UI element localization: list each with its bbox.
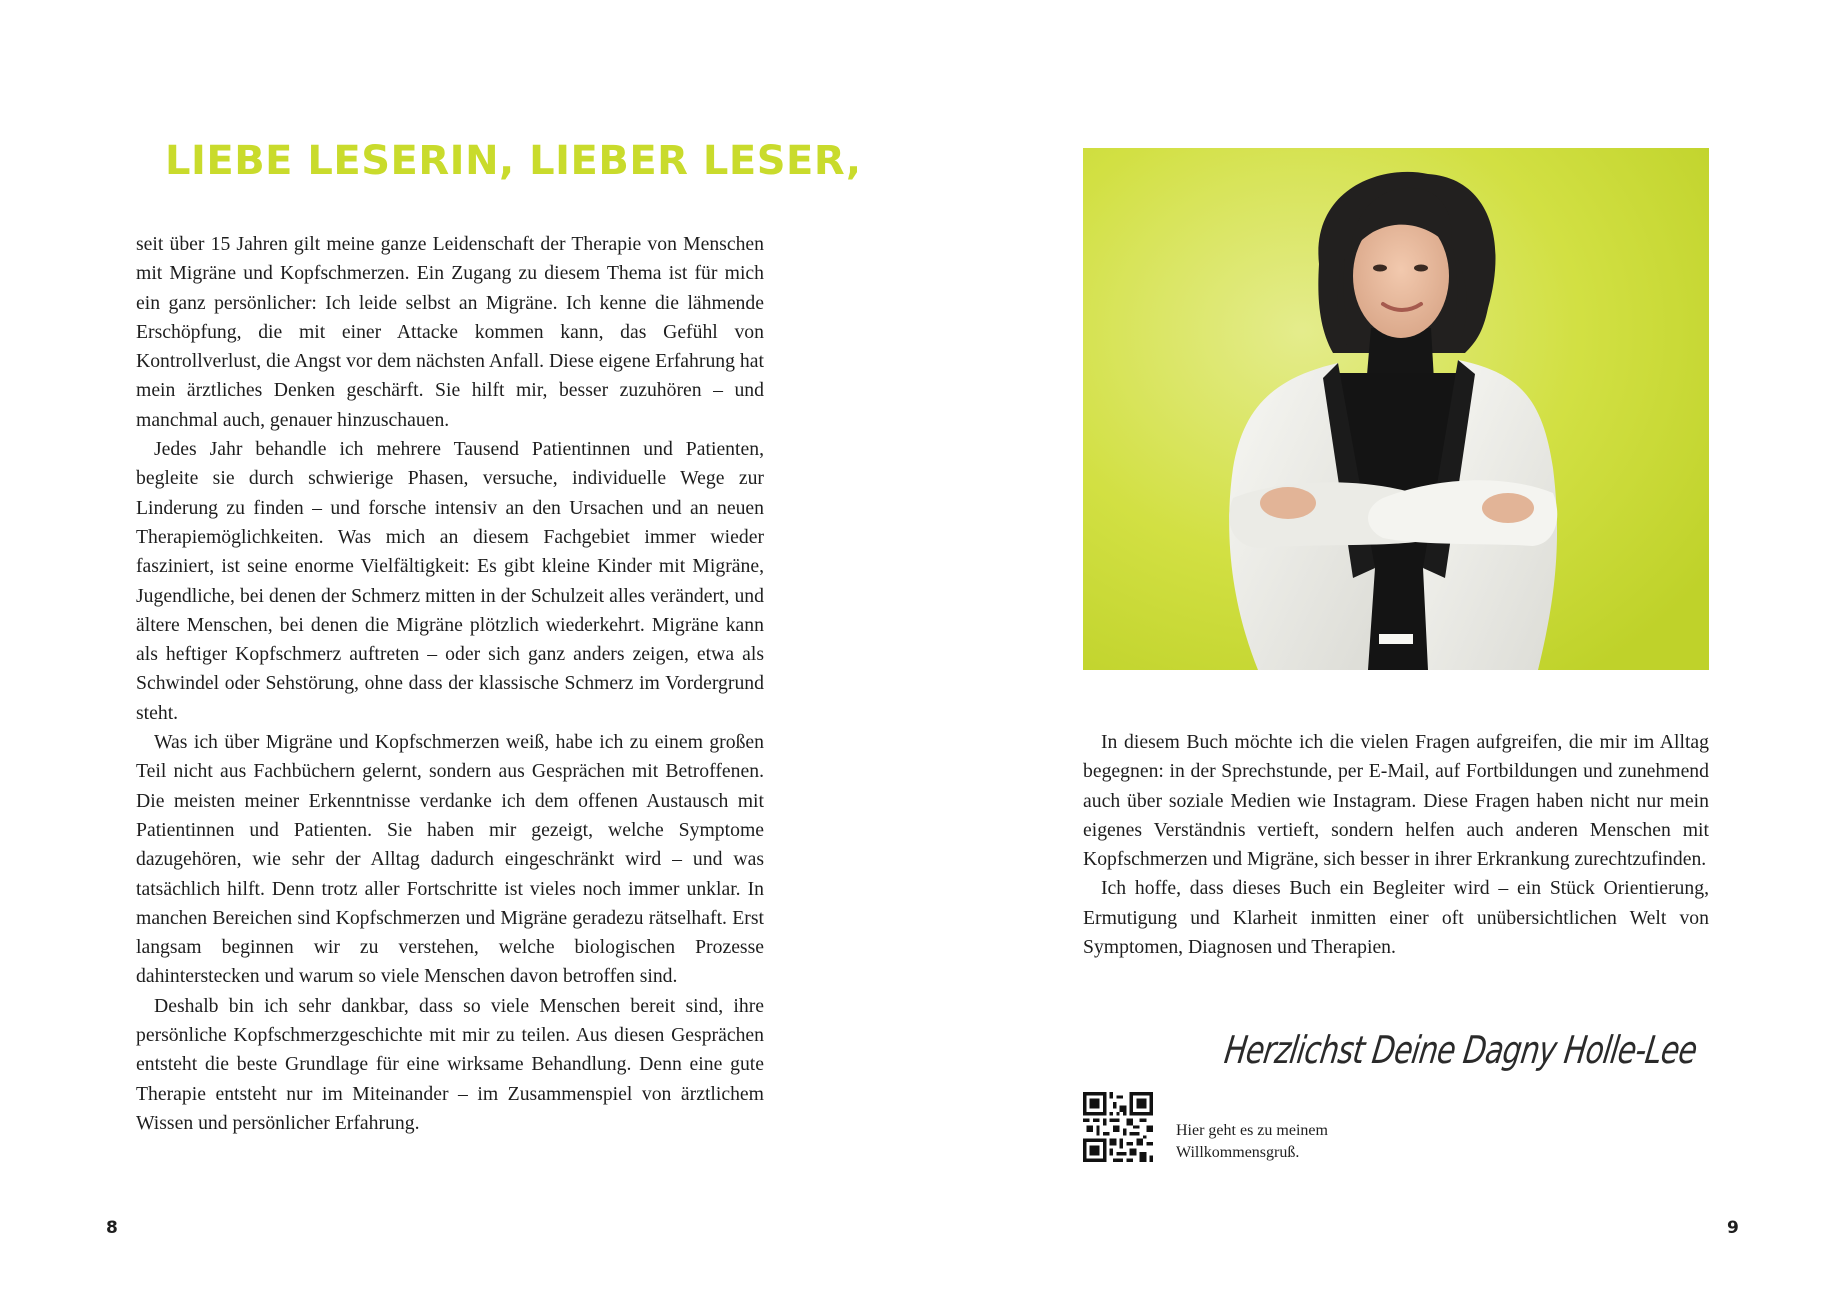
page-heading: LIEBE LESERIN, LIEBER LESER, <box>165 138 862 184</box>
qr-caption-line: Willkommensgruß. <box>1176 1144 1300 1161</box>
qr-caption <box>1176 1120 1396 1164</box>
paragraph: Was ich über Migräne und Kopfschmerzen weiß, habe ich zu einem großen Teil nicht aus Fachbüchern gelernt, sondern aus Gesprächen mit Betroffenen. Die meisten meiner Erkenntnisse verdanke ich dem offenen Austausch mit Patientinnen und Patienten. Sie haben mir gezeigt, welche Symptome dazugehören, wie sehr der Alltag dadurch eingeschränkt wird – und was tatsächlich hilft. Denn trotz aller Fortschritte ist vieles noch immer unklar. In manchen Bereichen sind Kopfschmerzen und Migräne geradezu rätselhaft. Erst langsam beginnen wir zu verstehen, welche biologischen Prozesse dahinterstecken und warum so viele Menschen davon betroffen sind. <box>136 731 764 988</box>
handwritten-signature: Herzlichst Deine Dagny Holle-Lee <box>1221 1028 1700 1072</box>
page-number-right: 9 <box>1727 1218 1739 1238</box>
author-portrait-photo <box>1083 148 1709 670</box>
paragraph: In diesem Buch möchte ich die vielen Fragen aufgreifen, die mir im Alltag begegnen: in der Sprechstunde, per E-Mail, auf Fortbildungen und zunehmend auch über soziale Medien wie Instagram. Diese Fragen haben nicht nur mein eigenes Verständnis vertieft, sondern helfen auch anderen Menschen mit Kopfschmerzen und Migräne, sich besser in ihrer Erkrankung zurechtzufinden. <box>1083 731 1709 871</box>
paragraph: seit über 15 Jahren gilt meine ganze Leidenschaft der Therapie von Menschen mit Migräne und Kopfschmerzen. Ein Zugang zu diesem Thema ist für mich ein ganz persönlicher: Ich leide selbst an Migräne. Ich kenne die lähmende Erschöpfung, die mit einer Attacke kommen kann, das Gefühl von Kontrollverlust, die Angst vor dem nächsten Anfall. Diese eigene Erfahrung hat mein ärztliches Denken geschärft. Sie hilft mir, besser zuzuhören – und manchmal auch, genauer hinzuschauen. <box>136 233 764 431</box>
left-text-column <box>136 230 764 1138</box>
right-text-column <box>1083 728 1709 962</box>
paragraph: Deshalb bin ich sehr dankbar, dass so viele Menschen bereit sind, ihre persönliche Kopfschmerzgeschichte mit mir zu teilen. Aus diesen Gesprächen entsteht die beste Grundlage für eine wirksame Behandlung. Denn eine gute Therapie entsteht nur im Miteinander – im Zusammenspiel von ärztlichem Wissen und persönlicher Erfahrung. <box>136 994 764 1134</box>
page-number-left: 8 <box>106 1218 118 1238</box>
paragraph: Ich hoffe, dass dieses Buch ein Begleiter wird – ein Stück Orientierung, Ermutigung und Klarheit inmitten einer oft unübersichtlichen Welt von Symptomen, Diagnosen und Therapien. <box>1083 877 1709 959</box>
qr-caption-line: Hier geht es zu meinem <box>1176 1122 1328 1139</box>
qr-code[interactable] <box>1083 1092 1153 1162</box>
paragraph: Jedes Jahr behandle ich mehrere Tausend Patientinnen und Patienten, begleite sie durch schwierige Phasen, versuche, individuelle Wege zur Linderung zu finden – und forsche intensiv an den Ursachen und an neuen Therapiemöglichkeiten. Was mich an diesem Fachgebiet immer wieder fasziniert, ist seine enorme Vielfältigkeit: Es gibt kleine Kinder mit Migräne, Jugendliche, bei denen der Schmerz mitten in der Schulzeit alles verändert, und ältere Menschen, bei denen die Migräne plötzlich wiederkehrt. Migräne kann als heftiger Kopfschmerz auftreten – oder sich ganz anders zeigen, etwa als Schwindel oder Sehstörung, ohne dass der klassische Schmerz im Vordergrund steht. <box>136 438 764 724</box>
